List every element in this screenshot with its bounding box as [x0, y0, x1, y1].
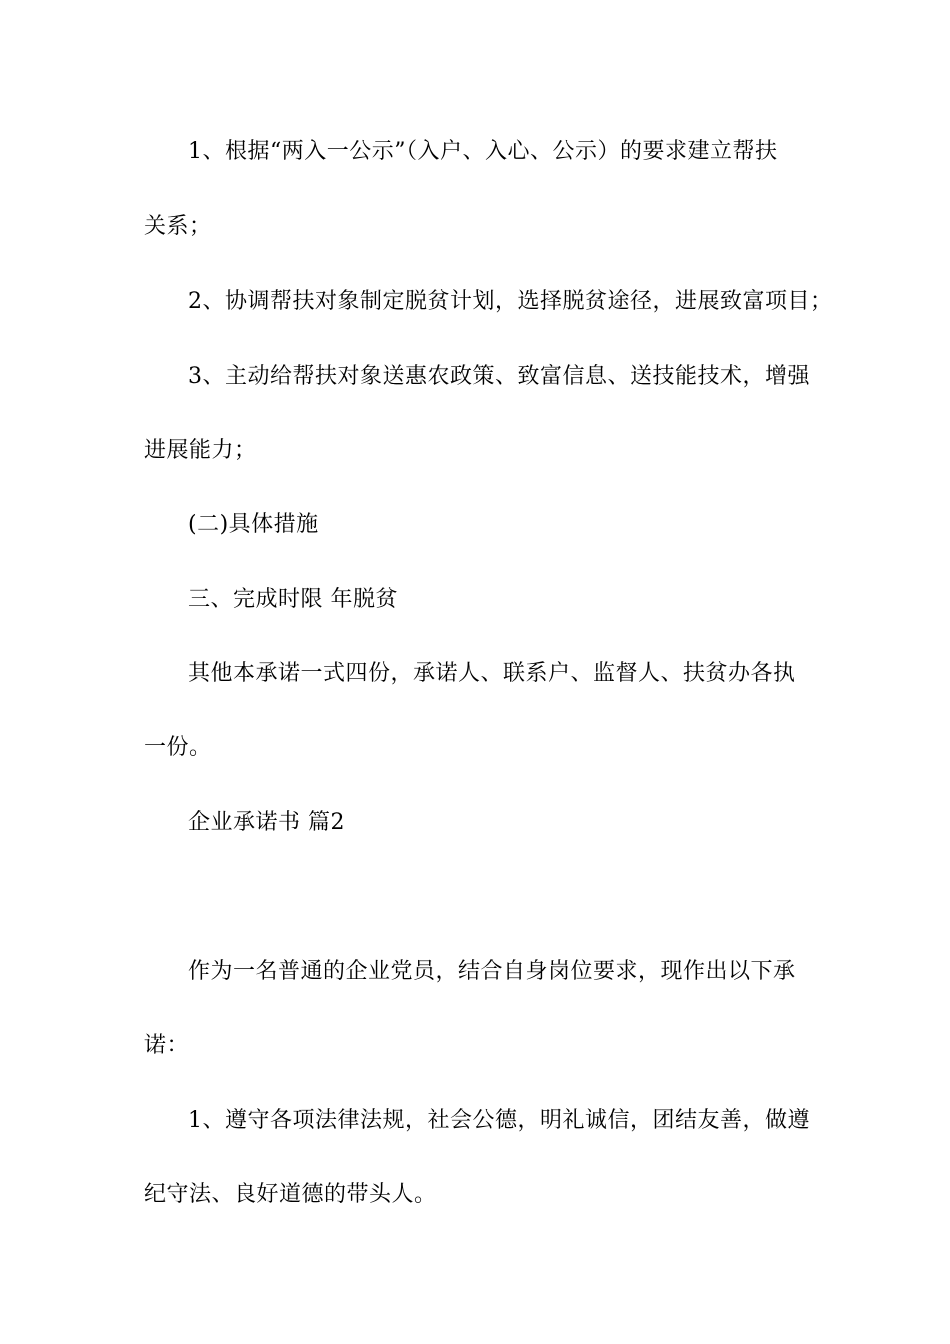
paragraph-line: 2、协调帮扶对象制定脱贫计划，选择脱贫途径，进展致富项目；: [188, 289, 833, 314]
paragraph-line: 纪守法、良好道德的带头人。: [144, 1182, 437, 1207]
paragraph-line: 关系；: [144, 214, 212, 239]
paragraph-line: 1、根据“两入一公示”（入户、入心、公示）的要求建立帮扶: [188, 139, 778, 164]
section-heading: 三、完成时限 年脱贫: [188, 587, 398, 612]
paragraph-line: 作为一名普通的企业党员，结合自身岗位要求，现作出以下承: [188, 959, 796, 984]
paragraph-line: 其他本承诺一式四份，承诺人、联系户、监督人、扶贫办各执: [188, 661, 796, 686]
paragraph-line: 诺：: [144, 1033, 190, 1058]
paragraph-line: 1、遵守各项法律法规，社会公德，明礼诚信，团结友善，做遵: [188, 1108, 810, 1133]
document-title: 企业承诺书 篇2: [188, 810, 345, 835]
section-heading: (二)具体措施: [188, 512, 319, 537]
paragraph-line: 一份。: [144, 735, 212, 760]
paragraph-line: 3、主动给帮扶对象送惠农政策、致富信息、送技能技术，增强: [188, 364, 810, 389]
paragraph-line: 进展能力；: [144, 438, 257, 463]
